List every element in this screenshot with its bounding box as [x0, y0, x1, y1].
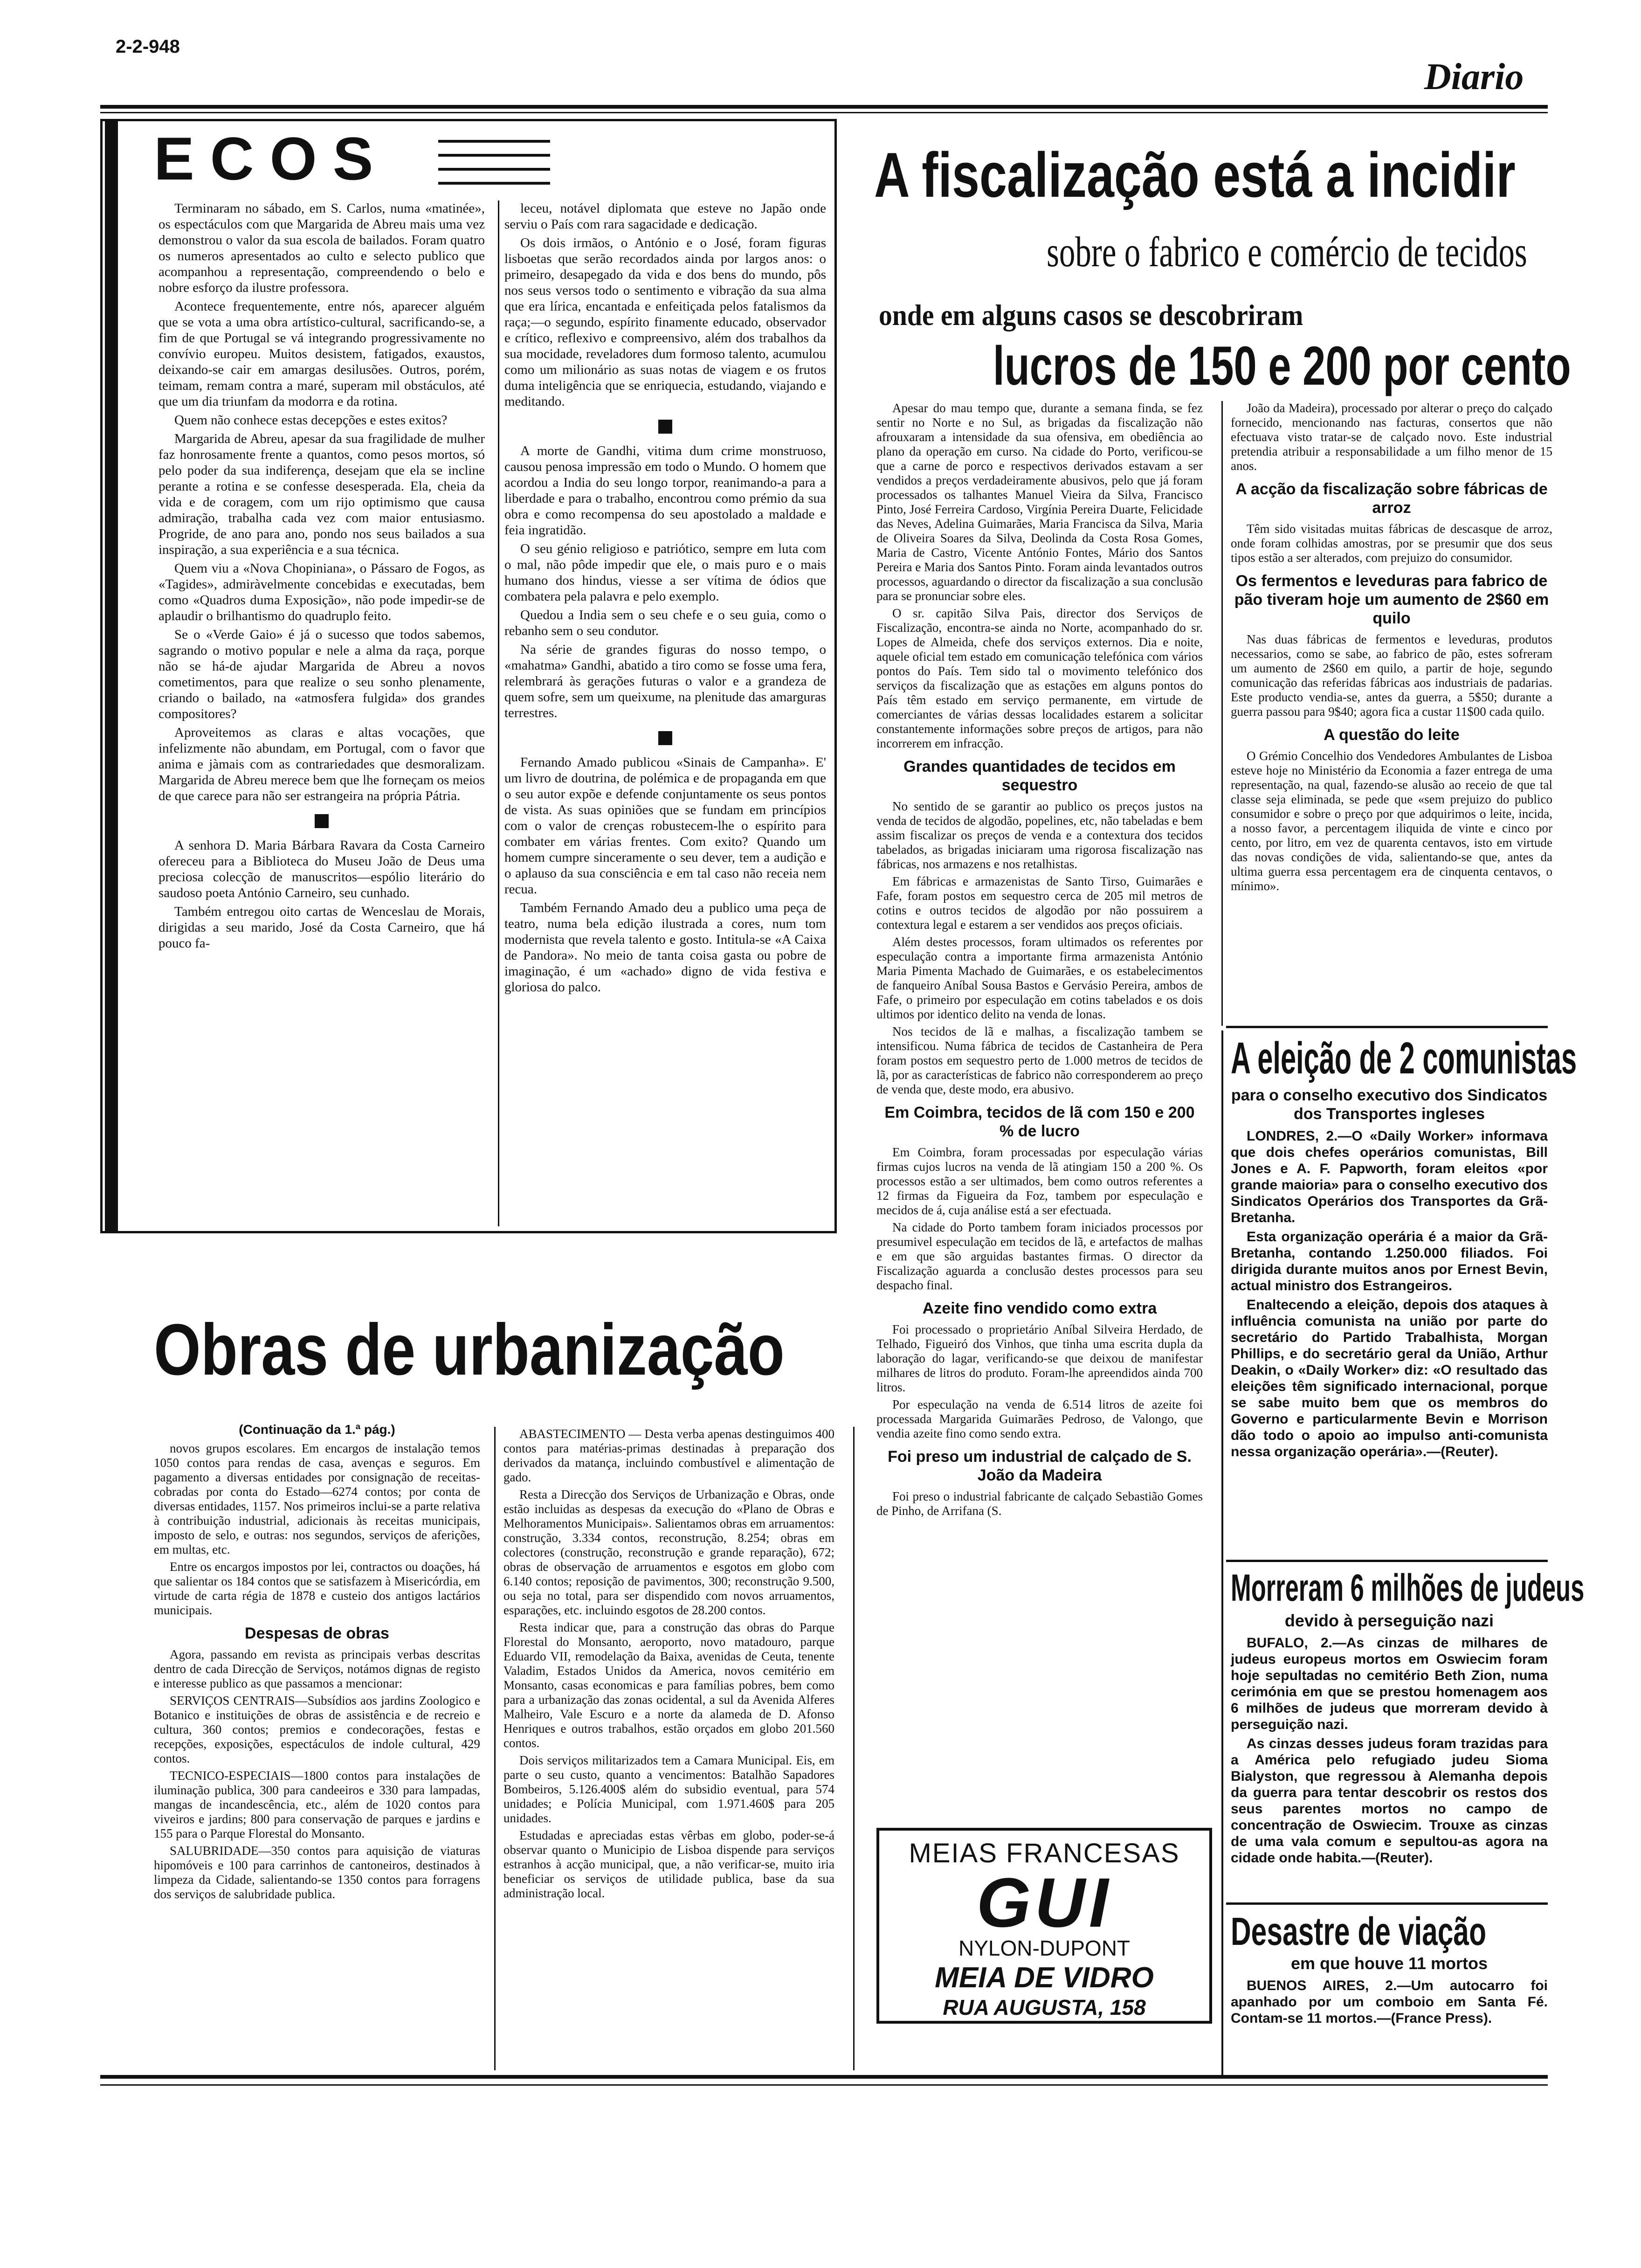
ecos-paragraph: Terminaram no sábado, em S. Carlos, numa «matinée», os espectáculos com que Margarida de Abreu mais uma vez demonstrou o valor da sua escola de bailados. Foram quatro os numeros apresentados ao culto e selecto publico que acompanhou a representação, compreendendo o belo e nobre esforço da ilustre professora.	[159, 201, 485, 295]
fiscal-paragraph: O Grémio Concelhio dos Vendedores Ambulantes de Lisboa esteve hoje no Ministério da Economia a fazer entrega de uma representação, na qual, fazendo-se alusão ao receio de que tal classe seja eliminada, se pede que «sem prejuizo do publico consumidor e sobre o preço por que adquirimos o leite, incida, a nosso favor, a percentagem iliquida de vinte e cinco por cento, por litro, em vez de quarenta centavos, isto em virtude das novas condições de vida, salientando-se que, antes da ultima guerra essa percentagem era de cinquenta centavos, o mínimo».	[1231, 749, 1552, 893]
ecos-paragraph: Quedou a India sem o seu chefe e o seu guia, como o rebanho sem o seu condutor.	[504, 608, 826, 638]
fiscal-paragraph: Em fábricas e armazenistas de Santo Tirso, Guimarães e Fafe, foram postos em sequestro cerca de 205 mil metros de cotins e outros tecidos de algodão por não possuirem a contextura legal e estarem a ser vendidos aos preços oficiais.	[876, 874, 1203, 932]
ad-line-4: RUA AUGUSTA, 158	[943, 1995, 1146, 2019]
fiscal-subhead: Os fermentos e leveduras para fabrico de pão tiveram hoje um aumento de 2$60 em quilo	[1234, 572, 1549, 627]
ecos-paragraph: Margarida de Abreu, apesar da sua fragilidade de mulher faz honrosamente frente a quantos, como pesos mortos, só pelo poder da sua indiferença, desejam que ela se incline perante a rotina e se confesse desesperada. Ela, cheia da vida e de coragem, com um rijo optimismo que causa admiração, trabalha cada vez com maior entusiasmo. Progride, de ano para ano, pondo nos seus bailados a sua inspiração, a sua experiência e a sua técnica.	[159, 431, 485, 557]
judeus-subhead: devido à perseguição nazi	[1284, 1611, 1494, 1630]
viacao-body	[1231, 1978, 1548, 2026]
bottom-rule-thin	[100, 2084, 1548, 2086]
comunistas-paragraph: LONDRES, 2.—O «Daily Worker» informava que dois chefes operários comunistas, Bill Jones e A. F. Papworth, foram eleitos «por grande maioria» para o conselho executivo dos Sindicatos Operários dos Transportes da Grã-Bretanha.	[1231, 1128, 1548, 1225]
advertisement-box	[876, 1828, 1212, 2024]
fiscal-paragraph: João da Madeira), processado por alterar o preço do calçado fornecido, mencionando nas facturas, consertos que não efectuava visto tratar-se de calçado novo. Este industrial pretendia atribuir a responsabilidade a um filho menor de 15 anos.	[1231, 401, 1552, 473]
comunistas-body	[1231, 1128, 1548, 1460]
obras-paragraph: Estudadas e apreciadas estas vêrbas em globo, poder-se-á observar quanto o Municipio de Lisboa dispende para serviços estranhos à acção municipal, que, a não verificar-se, muito iria beneficiar os serviços de utilidade publica, base da sua administração local.	[503, 1828, 834, 1900]
ecos-paragraph: Quem não conhece estas decepções e estes exitos?	[174, 413, 448, 428]
obras-paragraph: Resta a Direcção dos Serviços de Urbanização e Obras, onde estão incluidas as despesas da execução do «Plano de Obras e Melhoramentos Municipais». Salientamos obras em arruamentos: construção, 3.334 contos, reconstrução, 8.254; obras em colectores (construção, reconstrução e grande reparação), 672; obras de observação de arruamentos e esgotos em globo com 6.140 contos; reposição de pavimentos, 300; reconstrução 9.500, ou seja no total, para ser dispendido com novos arruamentos, esparações, etc. incluindo esgotos de 28.200 contos.	[503, 1487, 834, 1617]
judeus-paragraph: BUFALO, 2.—As cinzas de milhares de judeus europeus mortos em Oswiecim foram hoje sepultadas no cemitério Beth Zion, numa cerimónia em que se prestou homenagem aos 6 milhões de judeus que morreram devido à perseguição nazi.	[1231, 1635, 1548, 1732]
fiscal-paragraph: Nas duas fábricas de fermentos e leveduras, produtos necessarios, como se sabe, ao fabrico de pão, estes sofreram um aumento de 2$60 em quilo, a partir de hoje, segundo comunicação das referidas fábricas aos industriais de padarias. Este producto vendia-se, antes da guerra, a 5$50; durante a guerra passou para 9$40; agora fica a custar 11$00 cada quilo.	[1231, 632, 1552, 719]
viacao-paragraph: BUENOS AIRES, 2.—Um autocarro foi apanhado por um comboio em Santa Fé. Contam-se 11 mortos.—(France Press).	[1231, 1978, 1548, 2026]
obras-paragraph: SERVIÇOS CENTRAIS—Subsídios aos jardins Zoologico e Botanico e instituições de obras de assistência e de recreio e cultura, 360 contos; premios e condecorações, festas e recepções, exposições, espectáculos de indole cultural, 429 contos.	[154, 1694, 480, 1765]
masthead-rule	[100, 105, 1548, 109]
section-rule	[1226, 1902, 1548, 1905]
obras-column-2	[503, 1427, 834, 1903]
section-rule	[1226, 1026, 1548, 1028]
ecos-paragraph: Os dois irmãos, o António e o José, foram figuras lisboetas que serão recordados ainda por largos anos: o primeiro, desapegado da vida e dos bens do mundo, pôs nos seus versos todo o sentimento e vibração da sua alma que era lírica, encantada e enfeitiçada pelos fatalismos da raça;—o segundo, espírito finamente educado, observador e crítico, reflexivo e compreensivo, além dos trabalhos da sua mocidade, reveladores dum formoso talento, acumulou como um milionário as suas notas de viagem e os frutos duma inteligência que se enriquecia, estudando, viajando e meditando.	[504, 235, 826, 409]
fiscal-paragraph: Foi preso o industrial fabricante de calçado Sebastião Gomes de Pinho, de Arrifana (S.	[876, 1489, 1203, 1518]
judeus-headline: Morreram 6 milhões de judeus	[1231, 1567, 1585, 1609]
viacao-subhead: em que houve 11 mortos	[1290, 1954, 1488, 1973]
viacao-article	[1231, 1909, 1548, 2029]
ecos-paragraph: Fernando Amado publicou «Sinais de Campanha». E' um livro de doutrina, de polémica e de propaganda em que o seu autor expõe e defende conjuntamente os seus pontos de vista. As suas opiniões que se fundam em princípios com o valor de crenças robustecem-lhe o espírito para combater em várias frentes. Com exito? Quando um homem cumpre sinceramente o seu dever, tem a audição e o aplauso da sua consciência e em tal caso não receia nem recua.	[504, 755, 826, 897]
ecos-title-lines	[438, 140, 550, 143]
section-rule	[1226, 1560, 1548, 1562]
fiscal-headline-2: sobre o fabrico e comércio de tecidos	[1047, 228, 1527, 276]
fiscal-paragraph: No sentido de se garantir ao publico os preços justos na venda de tecidos de algodão, popelines, etc, não tabeladas e bem assim fiscalizar os preços de venda e a contextura dos tecidos tabelados, as brigadas iniciaram uma rigorosa fiscalização nas fábricas, nos armazens e nos retalhistas.	[876, 799, 1203, 871]
ecos-paragraph: O seu génio religioso e patriótico, sempre em luta com o mal, não pôde impedir que ele, o mais puro e o mais humano dos hindus, viesse a ser vítima de ódios que combatera pela palavra e pelo exemplo.	[504, 541, 826, 604]
comunistas-paragraph: Esta organização operária é a maior da Grã-Bretanha, contando 1.250.000 filiados. Foi dirigida durante muitos anos por Ernest Bevin, actual ministro dos Estrangeiros.	[1231, 1229, 1548, 1293]
masthead-rule-thin	[100, 112, 1548, 113]
ecos-column-divider	[498, 201, 499, 1226]
comunistas-subhead: para o conselho executivo dos Sindicatos dos Transportes ingleses	[1231, 1086, 1548, 1123]
page-date: 2-2-948	[116, 36, 180, 57]
ecos-paragraph: Também Fernando Amado deu a publico uma peça de teatro, numa bela edição ilustrada a cores, num tom modernista que revela talento e gosto. Intitula-se «A Caixa de Pandora». No meio de tanta coisa gasta ou pobre de imaginação, é um «achado» digno de vida festiva e gloriosa do palco.	[504, 900, 826, 995]
fiscal-paragraph: Na cidade do Porto tambem foram iniciados processos por presumivel especulação em tecidos de lã, e artefactos de malhas e em que são arguidas bastantes firmas. O director da Fiscalização aguarda a conclusão destes processos para seu despacho final.	[876, 1220, 1203, 1292]
fiscal-paragraph: Têm sido visitadas muitas fábricas de descasque de arroz, onde foram colhidas amostras, por se presumir que dos seus tipos estão a ser alterados, com prejuizo do consumidor.	[1231, 522, 1552, 565]
obras-headline: Obras de urbanização	[154, 1309, 785, 1390]
ecos-paragraph: Também entregou oito cartas de Wenceslau de Morais, dirigidas a seu marido, José da Costa Carneiro, que há pouco fa-	[159, 904, 485, 951]
ecos-title-line3	[438, 168, 550, 171]
obras-paragraph: Dois serviços militarizados tem a Camara Municipal. Eis, em parte o seu custo, quanto a vencimentos: Batalhão Sapadores Bombeiros, 5.126.400$ além do subsidio eventual, para 574 unidades; e Polícia Municipal, com 1.971.460$ para 205 unidades.	[503, 1753, 834, 1825]
ecos-paragraph: Aproveitemos as claras e altas vocações, que infelizmente não abundam, em Portugal, com o favor que anima e jàmais com as contrariedades que desmoralizam. Margarida de Abreu merece bem que lhe forneçam os meios de que carece para não ser estrangeira na própria Pátria.	[159, 725, 485, 803]
fiscal-headline-4: lucros de 150 e 200 por cento	[993, 335, 1571, 397]
ecos-box-left-bar	[105, 119, 118, 1233]
right-column-divider	[1221, 1030, 1223, 2075]
obras-paragraph: ABASTECIMENTO — Desta verba apenas destinguimos 400 contos para matérias-primas destinadas à preparação dos derivados da matança, incluindo combustível e alimentação de gado.	[503, 1427, 834, 1484]
obras-column-divider	[494, 1427, 496, 2070]
fiscal-paragraph: Em Coimbra, foram processadas por especulação várias firmas cujos lucros na venda de lã atingiam 150 a 200 %. Os processos estão a ser ultimados, bem como outros referentes a 12 firmas da Figueira da Foz, tambem por especulação e mecidos de á, cuja análise está a ser efectuada.	[876, 1145, 1203, 1217]
ecos-paragraph: Se o «Verde Gaio» é já o sucesso que todos sabemos, sagrando o motivo popular e nele a alma da raça, porque não se há-de ajudar Margarida de Abreu a novos cometimentos, para que realize o seu sonho plenamente, criando o bailado, na «atmosfera fulgida» dos grandes compositores?	[159, 627, 485, 721]
ecos-paragraph: A senhora D. Maria Bárbara Ravara da Costa Carneiro ofereceu para a Biblioteca do Museu João de Deus uma preciosa colecção de manuscritos—espólio literário do saudoso poeta António Carneiro, seu cunhado.	[159, 838, 485, 900]
ad-line-2: NYLON-DUPONT	[958, 1936, 1131, 1960]
obras-subhead: Despesas de obras	[245, 1625, 389, 1642]
comunistas-paragraph: Enaltecendo a eleição, depois dos ataques à influência comunista na união por parte do secretário do Partido Trabalhista, Morgan Phillips, e do secretário geral da União, Arthur Deakin, o «Daily Worker» diz: «O resultado das eleições têm significado internacional, porque se sabe muito bem que os membros do Governo e particularmente Bevin e Morrison dão todo o apoio ao impulso anti-comunista nessa organização operária».—(Reuter).	[1231, 1297, 1548, 1459]
fiscal-paragraph: Por especulação na venda de 6.514 litros de azeite foi processada Margarida Guimarães Pedroso, de Valongo, que vendia azeite fino como sendo extra.	[876, 1397, 1203, 1440]
obras-right-divider	[853, 1427, 855, 2070]
fiscal-headline: A fiscalização está a incidir	[874, 139, 1516, 210]
fiscal-subhead: A acção da fiscalização sobre fábricas de arroz	[1235, 480, 1548, 517]
obras-paragraph: Resta indicar que, para a construção das obras do Parque Florestal do Monsanto, aeroporto, novo matadouro, parque Eduardo VII, remodelação da Baixa, avenidas de Ceuta, tenente Valadim, Estados Unidos da America, novos cemitério em Monsanto, casas economicas e para famílias pobres, bem como para a urbanização das zonas ocidental, a sul da Avenida Alferes Malheiro, Vale Escuro e a norte da alameda de D. Afonso Henriques e outros trabalhos, estão orçados em globo 201.560 contos.	[503, 1620, 834, 1750]
obras-column-1	[154, 1422, 480, 1904]
fiscal-paragraph: Apesar do mau tempo que, durante a semana finda, se fez sentir no Norte e no Sul, as brigadas da fiscalização não afrouxaram a intensidade da sua ofensiva, em obediência ao plano da operação em curso. Na cidade do Porto, verificou-se que a carne de porco e respectivos derivados estavam a ser vendidos a preços verdadeiramente abusivos, pelo que já foram processados os talhantes Manuel Vieira da Silva, Francisco Pinto, José Ferreira Cardoso, Virgínia Pereira Duarte, Felicidade das Neves, Adelina Guimarães, Maria Francisca da Silva, Maria de Oliveira Soares da Silva, Deolinda da Costa Rosa Gomes, Maria de Castro, Vicente António Fontes, Mário dos Santos Pereira e Maria dos Santos Pinto. Foram ainda levantados outros processos, aguardando o director da fiscalização a sua conclusão para se pronunciar sobre eles.	[876, 401, 1203, 603]
fiscal-subhead: Foi preso um industrial de calçado de S. João da Madeira	[888, 1448, 1192, 1484]
section-separator	[658, 420, 672, 434]
obras-paragraph: TECNICO-ESPECIAIS—1800 contos para instalações de iluminação publica, 300 para candeeiros e 330 para lampadas, mangas de incandescência, etc., além de 1020 contos para viveiros e jardins; 800 para conservação de parques e jardins e 155 para o Parque Florestal do Monsanto.	[154, 1769, 480, 1840]
fiscal-subhead: A questão do leite	[1324, 726, 1460, 744]
section-separator	[315, 814, 329, 828]
ad-brand: GUI	[976, 1863, 1112, 1942]
obras-paragraph: SALUBRIDADE—350 contos para aquisição de viaturas hipomóveis e 100 para carrinhos de cantoneiros, destinados à limpeza da Cidade, salientando-se 1350 contos para forragens dos serviços de salubridade publica.	[154, 1844, 480, 1901]
fiscal-column-2	[1231, 401, 1552, 896]
ecos-paragraph: Na série de grandes figuras do nosso tempo, o «mahatma» Gandhi, abatido a tiro como se fosse uma fera, relembrará às gerações futuras o valor e a grandeza de quem sofre, sem um queixume, na plenitude das amarguras terrestres.	[504, 642, 826, 720]
comunistas-headline: A eleição de 2 comunistas	[1231, 1033, 1577, 1083]
viacao-headline: Desastre de viação	[1231, 1909, 1487, 1953]
ecos-paragraph: A morte de Gandhi, vitima dum crime monstruoso, causou penosa impressão em todo o Mundo. O homem que acordou a India do seu longo torpor, reanimando-a para a liberdade e para o trabalho, encontrou como prémio da sua obra e como recompensa do seu apostolado a maldade e feia ingratidão.	[504, 443, 826, 538]
judeus-paragraph: As cinzas desses judeus foram trazidas para a América pelo refugiado judeu Sioma Bialyston, que regressou à Alemanha depois da guerra para tentar descobrir os restos dos seus parentes mortos no campo de concentração de Oswiecim. Trouxe as cinzas de uma vala comum e sepultou-as agora na cidade onde habita.—(Reuter).	[1231, 1736, 1548, 1866]
fiscal-paragraph: O sr. capitão Silva Pais, director dos Serviços de Fiscalização, encontra-se ainda no Norte, acompanhado do sr. Lopes de Almeida, chefe dos serviços externos. Dia e noite, aquele oficial tem estado em comunicação telefónica com vários pontos do País. Tem sido tal o movimento telefónico dos serviços da fiscalização que as estações em alguns pontos do País têm estado em serviço permanente, em virtude de comerciantes de várias dessas localidades estarem a solicitar constantemente informações sobre preços de artigos, para não incorrerem em infracção.	[876, 606, 1203, 750]
fiscal-subhead: Grandes quantidades de tecidos em sequestro	[903, 758, 1176, 794]
section-separator	[658, 731, 672, 745]
ecos-paragraph: Acontece frequentemente, entre nós, aparecer alguém que se vota a uma obra artístico-cultural, sacrificando-se, a fim de que Portugal se vá integrando progressivamente no convívio europeu. Muitos desistem, fatigados, exaustos, deixando-se cair em amargas desilusões. Outros, porém, teimam, remam contra a maré, superam mil obstáculos, até que um dia triunfam da modorra e da rotina.	[159, 299, 485, 409]
bottom-rule	[100, 2075, 1548, 2079]
fiscal-paragraph: Foi processado o proprietário Aníbal Silveira Herdado, de Telhado, Figueiró dos Vinhos, que tinha uma escrita dupla da laboração do lagar, verificando-se que deixou de manifestar milhares de litros do produto. Foram-lhe apreendidos ainda 700 litros.	[876, 1322, 1203, 1394]
ecos-title-line4	[438, 182, 550, 185]
ad-line-1: MEIAS FRANCESAS	[909, 1838, 1180, 1868]
obras-paragraph: Entre os encargos impostos por lei, contractos ou doações, há que salientar os 184 contos que se satisfazem à Misericórdia, em virtude de carta régia de 1878 e custeio dos antigos lactários municipais.	[154, 1560, 480, 1617]
ecos-paragraph: leceu, notável diplomata que esteve no Japão onde serviu o País com rara sagacidade e dedicação.	[504, 201, 826, 232]
comunistas-article	[1231, 1033, 1577, 1463]
judeus-body	[1231, 1635, 1548, 1866]
obras-paragraph: novos grupos escolares. Em encargos de instalação temos 1050 contos para rendas de casa, avenças e seguros. Em pagamento a diversas entidades por consignação de receitas-cobradas por conta do Estado—6274 contos; por conta de diversas entidades, 1157. Nos primeiros inclui-se a parte relativa à contribuição industrial, adicionais às receitas municipais, imposto de selo, e outras: nos segundos, serviços de aferições, em multas, etc.	[154, 1441, 480, 1556]
fiscal-subhead: Azeite fino vendido como extra	[922, 1300, 1157, 1317]
fiscal-column-divider	[1221, 401, 1223, 1026]
ecos-column-2	[504, 201, 826, 998]
fiscal-paragraph: Além destes processos, foram ultimados os referentes por especulação contra a importante firma armazenista António Maria Pimenta Machado de Guimarães, e os estabelecimentos de fanqueiro Aníbal Sousa Bastos e Gervásio Pereira, ambos de Fafe, o primeiro por especulação em cotins tabelados e os dois ultimos por identico delito na venda de lonas.	[876, 935, 1203, 1021]
fiscal-headline-3: onde em alguns casos se descobriram	[879, 298, 1303, 332]
ad-line-3: MEIA DE VIDRO	[935, 1962, 1154, 1994]
judeus-article	[1231, 1567, 1585, 1869]
ecos-title: ECOS	[154, 124, 389, 193]
ecos-title-line2	[438, 154, 550, 157]
fiscal-column-1	[876, 401, 1203, 1521]
masthead-logo: Diario	[1424, 56, 1524, 97]
obras-continuation: (Continuação da 1.ª pág.)	[239, 1422, 395, 1437]
obras-paragraph: Agora, passando em revista as principais verbas descritas dentro de cada Direcção de Serviços, notámos dignas de registo e interesse publico as que passamos a mencionar:	[154, 1647, 480, 1690]
fiscal-subhead: Em Coimbra, tecidos de lã com 150 e 200 % de lucro	[884, 1104, 1195, 1140]
fiscal-paragraph: Nos tecidos de lã e malhas, a fiscalização tambem se intensificou. Numa fábrica de tecidos de Castanheira de Pera foram postos em sequestro perto de 1.000 metros de tecidos de lã, por as características de fabrico não corresponderem ao preço de venda que, deste modo, era abusivo.	[876, 1024, 1203, 1096]
ecos-paragraph: Quem viu a «Nova Chopiniana», o Pássaro de Fogos, as «Tagides», admiràvelmente concebidas e executadas, bem como «Quadros duma Exposição», não pode impedir-se de aplaudir o brilhantismo do quadruplo feito.	[159, 561, 485, 623]
ecos-column-1	[159, 201, 485, 954]
